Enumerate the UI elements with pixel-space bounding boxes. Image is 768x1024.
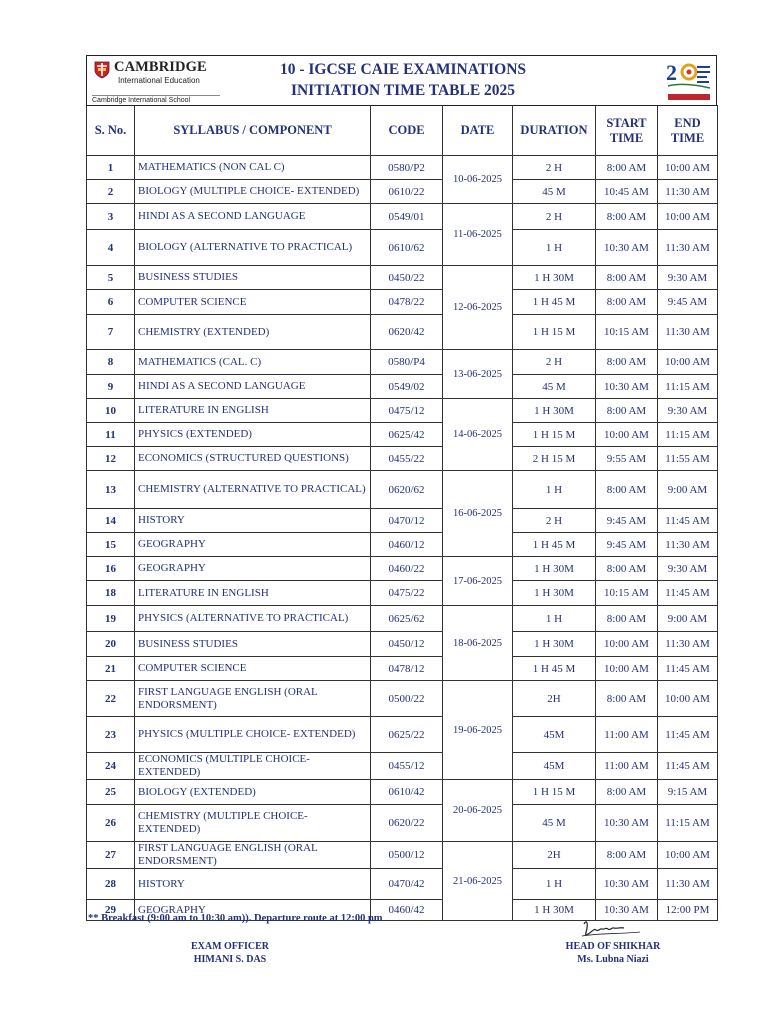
- cell-duration: 1 H 15 M: [513, 315, 596, 350]
- cell-start-time: 10:30 AM: [596, 900, 658, 921]
- head-block: [548, 940, 678, 966]
- cell-end-time: 12:00 PM: [658, 900, 718, 921]
- cell-duration: 2H: [513, 681, 596, 717]
- exam-officer-block: [170, 940, 290, 966]
- cell-sno: 29: [87, 900, 135, 921]
- cell-sno: 20: [87, 632, 135, 657]
- cell-subject: FIRST LANGUAGE ENGLISH (ORAL ENDORSMENT): [135, 842, 371, 869]
- cell-date: 18-06-2025: [443, 606, 513, 681]
- col-header-sno: S. No.: [87, 106, 135, 156]
- cell-start-time: 8:00 AM: [596, 471, 658, 509]
- cell-end-time: 10:00 AM: [658, 156, 718, 180]
- cell-duration: 45M: [513, 753, 596, 780]
- col-header-date: DATE: [443, 106, 513, 156]
- table-row: [87, 423, 718, 447]
- cell-date: 16-06-2025: [443, 471, 513, 557]
- cambridge-subtitle: International Education: [118, 76, 200, 85]
- cell-code: 0470/42: [371, 869, 443, 900]
- cell-code: 0470/12: [371, 509, 443, 533]
- cell-end-time: 11:30 AM: [658, 869, 718, 900]
- cell-code: 0450/12: [371, 632, 443, 657]
- cell-end-time: 9:45 AM: [658, 290, 718, 315]
- cell-subject: GEOGRAPHY: [135, 900, 371, 921]
- cell-subject: COMPUTER SCIENCE: [135, 657, 371, 681]
- table-row: [87, 606, 718, 632]
- cell-code: 0500/22: [371, 681, 443, 717]
- cell-end-time: 11:30 AM: [658, 315, 718, 350]
- cell-subject: CHEMISTRY (ALTERNATIVE TO PRACTICAL): [135, 471, 371, 509]
- cell-duration: 2 H 15 M: [513, 447, 596, 471]
- cell-code: 0580/P2: [371, 156, 443, 180]
- table-row: [87, 471, 718, 509]
- cell-code: 0610/42: [371, 780, 443, 805]
- cell-start-time: 10:30 AM: [596, 230, 658, 266]
- cell-sno: 24: [87, 753, 135, 780]
- cell-start-time: 8:00 AM: [596, 156, 658, 180]
- cell-end-time: 11:45 AM: [658, 717, 718, 753]
- cell-duration: 1 H 45 M: [513, 533, 596, 557]
- cell-sno: 2: [87, 180, 135, 204]
- cell-start-time: 8:00 AM: [596, 557, 658, 581]
- cell-code: 0620/22: [371, 805, 443, 842]
- cell-code: 0455/22: [371, 447, 443, 471]
- col-header-end-time: END TIME: [658, 106, 718, 156]
- cell-subject: CHEMISTRY (EXTENDED): [135, 315, 371, 350]
- cell-duration: 45 M: [513, 375, 596, 399]
- cell-code: 0475/12: [371, 399, 443, 423]
- cell-end-time: 11:30 AM: [658, 180, 718, 204]
- cell-end-time: 11:30 AM: [658, 230, 718, 266]
- svg-text:2: 2: [666, 60, 677, 85]
- cell-subject: GEOGRAPHY: [135, 533, 371, 557]
- cell-end-time: 10:00 AM: [658, 204, 718, 230]
- cambridge-logo: [92, 58, 224, 102]
- cell-start-time: 8:00 AM: [596, 350, 658, 375]
- cambridge-wordmark: CAMBRIDGE: [114, 59, 207, 75]
- cell-subject: MATHEMATICS (CAL. C): [135, 350, 371, 375]
- cell-start-time: 10:00 AM: [596, 657, 658, 681]
- cell-date: 19-06-2025: [443, 681, 513, 780]
- cell-subject: ECONOMICS (MULTIPLE CHOICE- EXTENDED): [135, 753, 371, 780]
- cell-end-time: 9:15 AM: [658, 780, 718, 805]
- table-row: [87, 204, 718, 230]
- cell-end-time: 10:00 AM: [658, 842, 718, 869]
- table-header-row: [87, 106, 718, 156]
- cell-sno: 9: [87, 375, 135, 399]
- cell-code: 0549/02: [371, 375, 443, 399]
- cell-code: 0610/22: [371, 180, 443, 204]
- cell-code: 0625/22: [371, 717, 443, 753]
- table-row: [87, 581, 718, 606]
- cell-end-time: 10:00 AM: [658, 350, 718, 375]
- cell-start-time: 9:55 AM: [596, 447, 658, 471]
- cell-end-time: 11:55 AM: [658, 447, 718, 471]
- cambridge-shield-icon: [94, 61, 110, 79]
- cell-start-time: 8:00 AM: [596, 681, 658, 717]
- cell-duration: 45M: [513, 717, 596, 753]
- cell-code: 0455/12: [371, 753, 443, 780]
- cell-subject: HINDI AS A SECOND LANGUAGE: [135, 204, 371, 230]
- cell-subject: PHYSICS (EXTENDED): [135, 423, 371, 447]
- table-row: [87, 780, 718, 805]
- cell-start-time: 10:30 AM: [596, 375, 658, 399]
- cell-subject: GEOGRAPHY: [135, 557, 371, 581]
- cell-sno: 11: [87, 423, 135, 447]
- cell-subject: HISTORY: [135, 869, 371, 900]
- table-row: [87, 509, 718, 533]
- cell-date: 17-06-2025: [443, 557, 513, 606]
- cell-duration: 1 H: [513, 869, 596, 900]
- cell-code: 0620/42: [371, 315, 443, 350]
- cell-start-time: 10:30 AM: [596, 869, 658, 900]
- cell-duration: 1 H 30M: [513, 399, 596, 423]
- timetable-sheet: [86, 55, 717, 921]
- cell-end-time: 9:30 AM: [658, 266, 718, 290]
- cell-subject: ECONOMICS (STRUCTURED QUESTIONS): [135, 447, 371, 471]
- cell-code: 0580/P4: [371, 350, 443, 375]
- table-row: [87, 180, 718, 204]
- table-row: [87, 842, 718, 869]
- cell-sno: 18: [87, 581, 135, 606]
- cell-subject: CHEMISTRY (MULTIPLE CHOICE- EXTENDED): [135, 805, 371, 842]
- cell-sno: 22: [87, 681, 135, 717]
- cell-code: 0478/12: [371, 657, 443, 681]
- cell-duration: 1 H 15 M: [513, 780, 596, 805]
- cell-start-time: 10:00 AM: [596, 632, 658, 657]
- table-row: [87, 315, 718, 350]
- cell-duration: 1 H 30M: [513, 632, 596, 657]
- cell-duration: 1 H: [513, 230, 596, 266]
- cell-sno: 3: [87, 204, 135, 230]
- table-row: [87, 717, 718, 753]
- cell-code: 0620/62: [371, 471, 443, 509]
- cell-start-time: 11:00 AM: [596, 753, 658, 780]
- cell-sno: 19: [87, 606, 135, 632]
- cell-subject: BIOLOGY (MULTIPLE CHOICE- EXTENDED): [135, 180, 371, 204]
- cell-start-time: 8:00 AM: [596, 842, 658, 869]
- exam-officer-name: HIMANI S. DAS: [193, 954, 267, 965]
- table-row: [87, 290, 718, 315]
- cell-sno: 4: [87, 230, 135, 266]
- cell-code: 0549/01: [371, 204, 443, 230]
- cell-date: 10-06-2025: [443, 156, 513, 204]
- cell-duration: 1 H 30M: [513, 557, 596, 581]
- cell-start-time: 8:00 AM: [596, 606, 658, 632]
- table-row: [87, 753, 718, 780]
- cell-end-time: 11:45 AM: [658, 753, 718, 780]
- cell-subject: LITERATURE IN ENGLISH: [135, 581, 371, 606]
- cell-duration: 2 H: [513, 509, 596, 533]
- cell-code: 0625/62: [371, 606, 443, 632]
- table-row: [87, 533, 718, 557]
- cell-end-time: 11:45 AM: [658, 581, 718, 606]
- cell-start-time: 10:15 AM: [596, 315, 658, 350]
- cell-date: 14-06-2025: [443, 399, 513, 471]
- col-header-start-time: START TIME: [596, 106, 658, 156]
- cell-end-time: 11:15 AM: [658, 375, 718, 399]
- table-row: [87, 230, 718, 266]
- document-title-line1: 10 - IGCSE CAIE EXAMINATIONS: [279, 61, 527, 78]
- cell-start-time: 10:45 AM: [596, 180, 658, 204]
- cell-end-time: 9:30 AM: [658, 557, 718, 581]
- cell-duration: 2 H: [513, 156, 596, 180]
- head-title: HEAD OF SHIKHAR: [565, 941, 661, 952]
- col-header-code: CODE: [371, 106, 443, 156]
- cell-subject: HISTORY: [135, 509, 371, 533]
- cell-sno: 21: [87, 657, 135, 681]
- table-row: [87, 632, 718, 657]
- cell-sno: 28: [87, 869, 135, 900]
- table-row: [87, 557, 718, 581]
- cell-start-time: 11:00 AM: [596, 717, 658, 753]
- cell-duration: 1 H 45 M: [513, 657, 596, 681]
- cell-duration: 1 H 15 M: [513, 423, 596, 447]
- cell-end-time: 9:00 AM: [658, 606, 718, 632]
- cell-sno: 10: [87, 399, 135, 423]
- cell-subject: BIOLOGY (ALTERNATIVE TO PRACTICAL): [135, 230, 371, 266]
- cell-end-time: 9:00 AM: [658, 471, 718, 509]
- cell-code: 0460/22: [371, 557, 443, 581]
- table-row: [87, 266, 718, 290]
- cell-duration: 2H: [513, 842, 596, 869]
- table-row: [87, 805, 718, 842]
- cell-code: 0460/42: [371, 900, 443, 921]
- cell-sno: 26: [87, 805, 135, 842]
- cell-start-time: 10:15 AM: [596, 581, 658, 606]
- cell-duration: 1 H: [513, 606, 596, 632]
- cell-date: 12-06-2025: [443, 266, 513, 350]
- cell-subject: PHYSICS (MULTIPLE CHOICE- EXTENDED): [135, 717, 371, 753]
- table-row: [87, 156, 718, 180]
- cell-duration: 2 H: [513, 204, 596, 230]
- cell-end-time: 11:45 AM: [658, 509, 718, 533]
- cell-date: 21-06-2025: [443, 842, 513, 921]
- anniversary-20-logo-icon: [664, 58, 712, 102]
- cell-code: 0625/42: [371, 423, 443, 447]
- cell-start-time: 9:45 AM: [596, 533, 658, 557]
- cell-code: 0460/12: [371, 533, 443, 557]
- cell-sno: 25: [87, 780, 135, 805]
- cell-duration: 1 H: [513, 471, 596, 509]
- cell-sno: 6: [87, 290, 135, 315]
- col-header-syllabus: SYLLABUS / COMPONENT: [135, 106, 371, 156]
- cell-duration: 45 M: [513, 180, 596, 204]
- cell-sno: 13: [87, 471, 135, 509]
- table-row: [87, 350, 718, 375]
- cell-start-time: 9:45 AM: [596, 509, 658, 533]
- timetable: [86, 105, 718, 921]
- cell-duration: 45 M: [513, 805, 596, 842]
- cell-end-time: 11:30 AM: [658, 632, 718, 657]
- exam-officer-title: EXAM OFFICER: [190, 941, 270, 952]
- signature-image: [580, 918, 660, 942]
- cell-duration: 2 H: [513, 350, 596, 375]
- table-row: [87, 375, 718, 399]
- school-name: Cambridge International School: [92, 95, 220, 104]
- cell-subject: FIRST LANGUAGE ENGLISH (ORAL ENDORSMENT): [135, 681, 371, 717]
- cell-duration: 1 H 45 M: [513, 290, 596, 315]
- cell-code: 0610/62: [371, 230, 443, 266]
- cell-subject: COMPUTER SCIENCE: [135, 290, 371, 315]
- cell-subject: LITERATURE IN ENGLISH: [135, 399, 371, 423]
- cell-end-time: 11:30 AM: [658, 533, 718, 557]
- cell-sno: 16: [87, 557, 135, 581]
- cell-start-time: 8:00 AM: [596, 780, 658, 805]
- cell-end-time: 11:15 AM: [658, 423, 718, 447]
- cell-sno: 12: [87, 447, 135, 471]
- cell-code: 0475/22: [371, 581, 443, 606]
- cell-end-time: 9:30 AM: [658, 399, 718, 423]
- cell-date: 11-06-2025: [443, 204, 513, 266]
- cell-subject: HINDI AS A SECOND LANGUAGE: [135, 375, 371, 399]
- table-row: [87, 657, 718, 681]
- cell-sno: 5: [87, 266, 135, 290]
- cell-subject: BUSINESS STUDIES: [135, 632, 371, 657]
- cell-subject: PHYSICS (ALTERNATIVE TO PRACTICAL): [135, 606, 371, 632]
- cell-start-time: 10:00 AM: [596, 423, 658, 447]
- cell-subject: BIOLOGY (EXTENDED): [135, 780, 371, 805]
- cell-duration: 1 H 30M: [513, 266, 596, 290]
- cell-date: 20-06-2025: [443, 780, 513, 842]
- cell-code: 0450/22: [371, 266, 443, 290]
- cell-start-time: 8:00 AM: [596, 204, 658, 230]
- document-title-line2: INITIATION TIME TABLE 2025: [290, 82, 516, 99]
- cell-start-time: 10:30 AM: [596, 805, 658, 842]
- cell-sno: 23: [87, 717, 135, 753]
- head-name: Ms. Lubna Niazi: [577, 954, 649, 965]
- timetable-body: [87, 156, 718, 921]
- cell-duration: 1 H 30M: [513, 900, 596, 921]
- footnote: ** Breakfast (9:00 am to 10:30 am)). Departure route at 12:00 pm: [88, 913, 383, 924]
- table-row: [87, 447, 718, 471]
- cell-sno: 27: [87, 842, 135, 869]
- cell-start-time: 8:00 AM: [596, 399, 658, 423]
- cell-sno: 1: [87, 156, 135, 180]
- table-row: [87, 681, 718, 717]
- table-row: [87, 399, 718, 423]
- cell-code: 0500/12: [371, 842, 443, 869]
- document-header: [86, 55, 717, 105]
- cell-subject: BUSINESS STUDIES: [135, 266, 371, 290]
- cell-start-time: 8:00 AM: [596, 290, 658, 315]
- cell-date: 13-06-2025: [443, 350, 513, 399]
- cell-end-time: 11:45 AM: [658, 657, 718, 681]
- cell-subject: MATHEMATICS (NON CAL C): [135, 156, 371, 180]
- cell-sno: 15: [87, 533, 135, 557]
- cell-sno: 14: [87, 509, 135, 533]
- cell-code: 0478/22: [371, 290, 443, 315]
- col-header-duration: DURATION: [513, 106, 596, 156]
- cell-start-time: 8:00 AM: [596, 266, 658, 290]
- cell-duration: 1 H 30M: [513, 581, 596, 606]
- table-row: [87, 869, 718, 900]
- cell-end-time: 10:00 AM: [658, 681, 718, 717]
- cell-end-time: 11:15 AM: [658, 805, 718, 842]
- cell-sno: 7: [87, 315, 135, 350]
- cell-sno: 8: [87, 350, 135, 375]
